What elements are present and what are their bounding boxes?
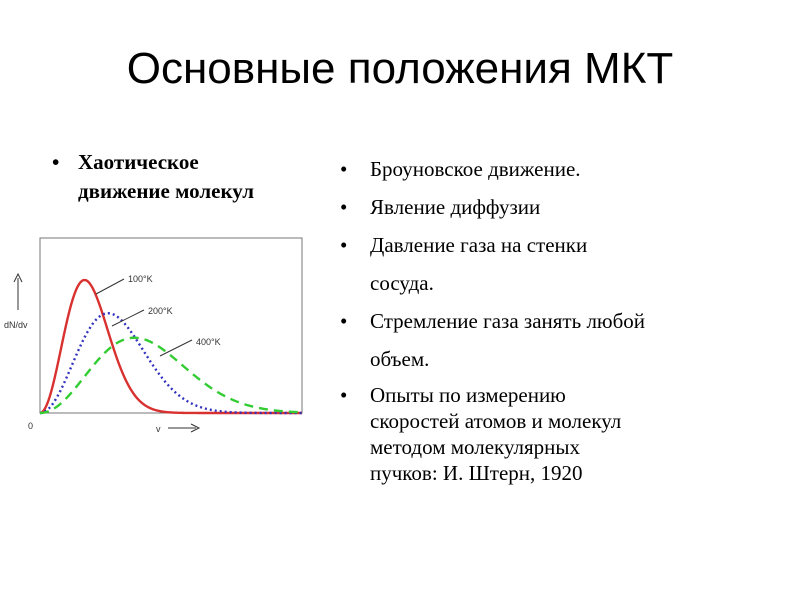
right-list-item	[340, 302, 790, 378]
left-heading-line: движение молекул	[78, 179, 255, 203]
right-list-item-line: пучков: И. Штерн, 1920	[370, 461, 583, 485]
right-list-item-line: Опыты по измерению	[370, 383, 566, 407]
series-curve-1	[40, 280, 302, 413]
series-label-arrow-1	[96, 279, 124, 294]
right-list-item-text	[370, 226, 587, 302]
origin-label: 0	[28, 421, 34, 431]
right-list-item-line: Давление газа на стенки	[370, 233, 588, 257]
left-heading	[78, 148, 254, 206]
maxwell-distribution-chart	[0, 228, 320, 443]
right-list-item	[340, 188, 790, 226]
bullet-marker: •	[340, 195, 348, 219]
series-label-arrow-2	[112, 310, 144, 326]
right-list-item-text	[370, 302, 645, 378]
right-list-item	[340, 382, 790, 486]
bullet-marker: •	[340, 233, 348, 257]
right-list-item-line: объем.	[370, 347, 430, 371]
right-list-item-text	[370, 188, 540, 226]
left-heading-line: Хаотическое	[78, 150, 199, 174]
bullet-marker: •	[52, 150, 60, 174]
y-axis-label: dN/dv	[4, 320, 28, 330]
right-list-item-text	[370, 382, 621, 486]
series-label-arrow-3	[160, 340, 192, 356]
series-label-1: 100°K	[128, 274, 153, 284]
right-list-item	[340, 226, 790, 302]
right-list-item-line: методом молекулярных	[370, 435, 581, 459]
series-curve-2	[40, 313, 302, 413]
right-list-item-line: Явление диффузии	[370, 195, 541, 219]
series-curve-3	[40, 338, 302, 413]
series-label-3: 400°K	[196, 337, 221, 347]
bullet-marker: •	[340, 157, 348, 181]
x-axis-label: v	[156, 424, 161, 434]
series-label-2: 200°K	[148, 306, 173, 316]
right-list-item-line: скоростей атомов и молекул	[370, 409, 622, 433]
right-bullet-list	[340, 150, 790, 486]
bullet-marker: •	[340, 383, 348, 407]
bullet-marker: •	[340, 309, 348, 333]
left-bullet	[52, 148, 332, 206]
right-list-item-line: Стремление газа занять любой	[370, 309, 646, 333]
plot-frame	[40, 238, 302, 413]
right-list-item	[340, 150, 790, 188]
right-list-item-line: Броуновское движение.	[370, 157, 581, 181]
right-list-item-line: сосуда.	[370, 271, 434, 295]
right-list-item-text	[370, 150, 581, 188]
slide-title: Основные положения МКТ	[126, 44, 674, 93]
